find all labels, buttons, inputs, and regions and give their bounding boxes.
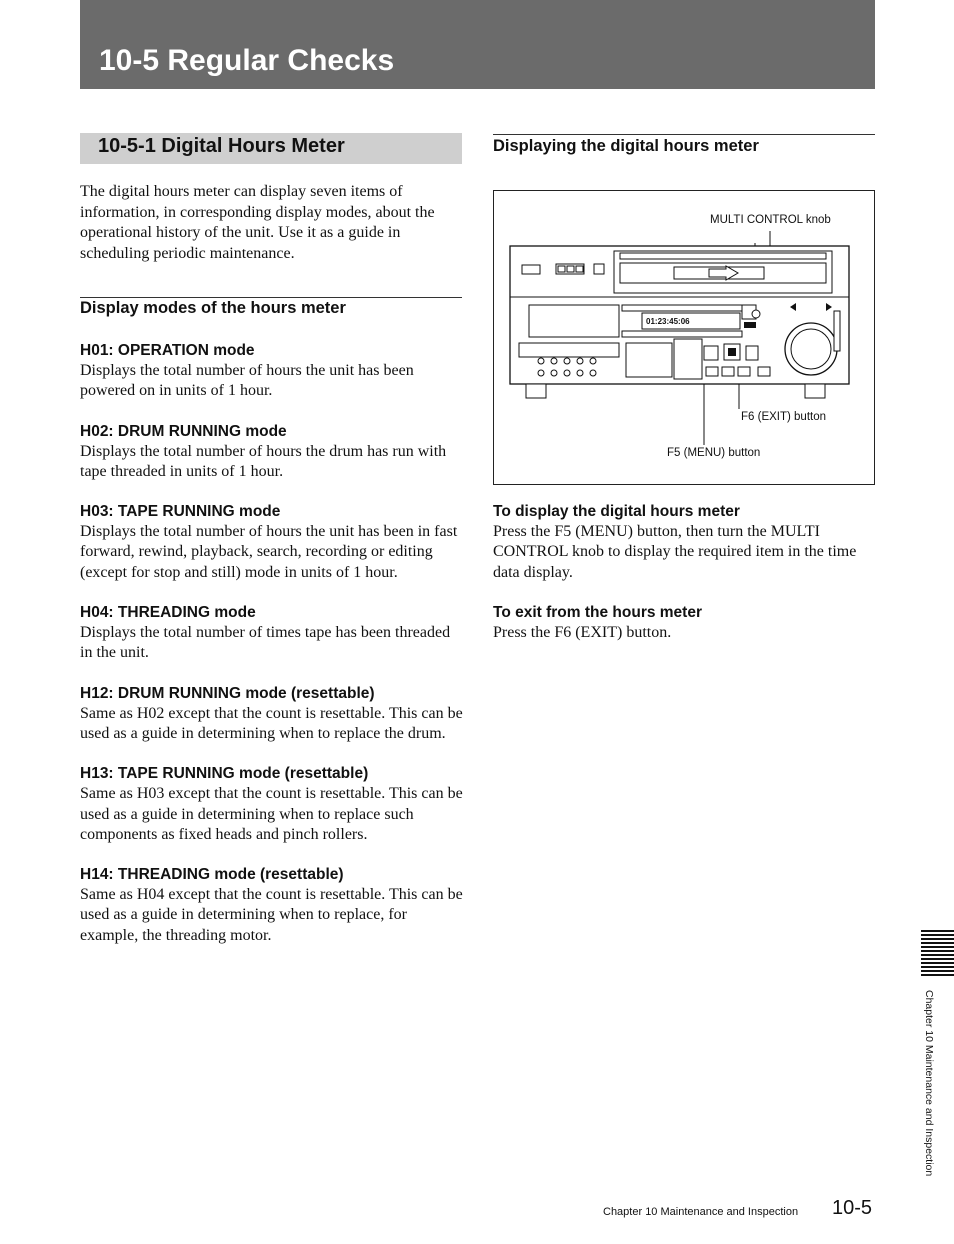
timecode-display: 01:23:45:06 — [646, 317, 690, 326]
to-exit-text: Press the F6 (EXIT) button. — [493, 624, 672, 641]
mode-title: H01: OPERATION mode — [80, 342, 255, 359]
mode-description: Displays the total number of hours the drum has run with tape threaded in units of 1 hour. — [80, 442, 447, 480]
chapter-side-tab — [921, 930, 954, 976]
to-display-title: To display the digital hours meter — [493, 503, 740, 520]
mode-title: H14: THREADING mode (resettable) — [80, 866, 344, 884]
heading-rule-right — [493, 134, 875, 135]
mode-description: Same as H03 except that the count is resettable. This can be used as a guide in determining when to replace such components as fixed heads and pinch rollers. — [80, 785, 463, 843]
mode-item — [80, 341, 464, 402]
mode-item — [80, 684, 464, 745]
page-number: 10-5 — [832, 1197, 873, 1219]
heading-rule-left — [80, 297, 462, 298]
side-tab-text: Chapter 10 Maintenance and Inspection — [923, 990, 935, 1177]
mode-description: Displays the total number of hours the unit has been in fast forward, rewind, playback, search, recording or editing (except for stop and still) mode in units of 1 hour. — [80, 523, 458, 581]
to-exit-block — [493, 603, 875, 643]
footer-chapter-text: Chapter 10 Maintenance and Inspection — [603, 1206, 799, 1218]
mode-title: H12: DRUM RUNNING mode (resettable) — [80, 684, 375, 702]
mode-description: Displays the total number of hours the unit has been powered on in units of 1 hour. — [80, 362, 414, 400]
mode-description: Same as H04 except that the count is resettable. This can be used as a guide in determining when to replace, for example, the threading motor. — [80, 886, 463, 944]
mode-item — [80, 422, 464, 483]
f5-menu-button-label: F5 (MENU) button — [667, 447, 761, 459]
mode-item — [80, 502, 464, 583]
section-title: 10-5-1 Digital Hours Meter — [98, 135, 345, 157]
device-front-panel-figure — [493, 190, 875, 485]
f6-exit-button-label: F6 (EXIT) button — [741, 411, 827, 423]
to-display-text: Press the F5 (MENU) button, then turn the MULTI CONTROL knob to display the required item in the time data display. — [493, 523, 857, 581]
chapter-title: 10-5 Regular Checks — [99, 44, 395, 77]
mode-description: Same as H02 except that the count is resettable. This can be used as a guide in determining when to replace the drum. — [80, 704, 463, 742]
mode-item — [80, 865, 464, 946]
to-display-block — [493, 502, 875, 583]
section-intro: The digital hours meter can display seven items of information, in corresponding display modes, about the operational history of the unit. Use it as a guide in scheduling periodic maintenance. — [80, 183, 435, 262]
mode-title: H13: TAPE RUNNING mode (resettable) — [80, 765, 369, 783]
display-modes-list — [80, 341, 464, 966]
mode-title: H02: DRUM RUNNING mode — [80, 422, 287, 440]
mode-item — [80, 764, 464, 845]
mode-title: H04: THREADING mode — [80, 604, 256, 622]
displaying-heading: Displaying the digital hours meter — [493, 137, 759, 155]
to-exit-title: To exit from the hours meter — [493, 604, 702, 621]
display-modes-heading: Display modes of the hours meter — [80, 299, 346, 317]
mode-item — [80, 603, 464, 664]
mode-title: H03: TAPE RUNNING mode — [80, 503, 281, 521]
multi-control-knob-label: MULTI CONTROL knob — [710, 214, 831, 226]
mode-description: Displays the total number of times tape has been threaded in the unit. — [80, 624, 451, 662]
vtr-illustration — [494, 191, 874, 484]
